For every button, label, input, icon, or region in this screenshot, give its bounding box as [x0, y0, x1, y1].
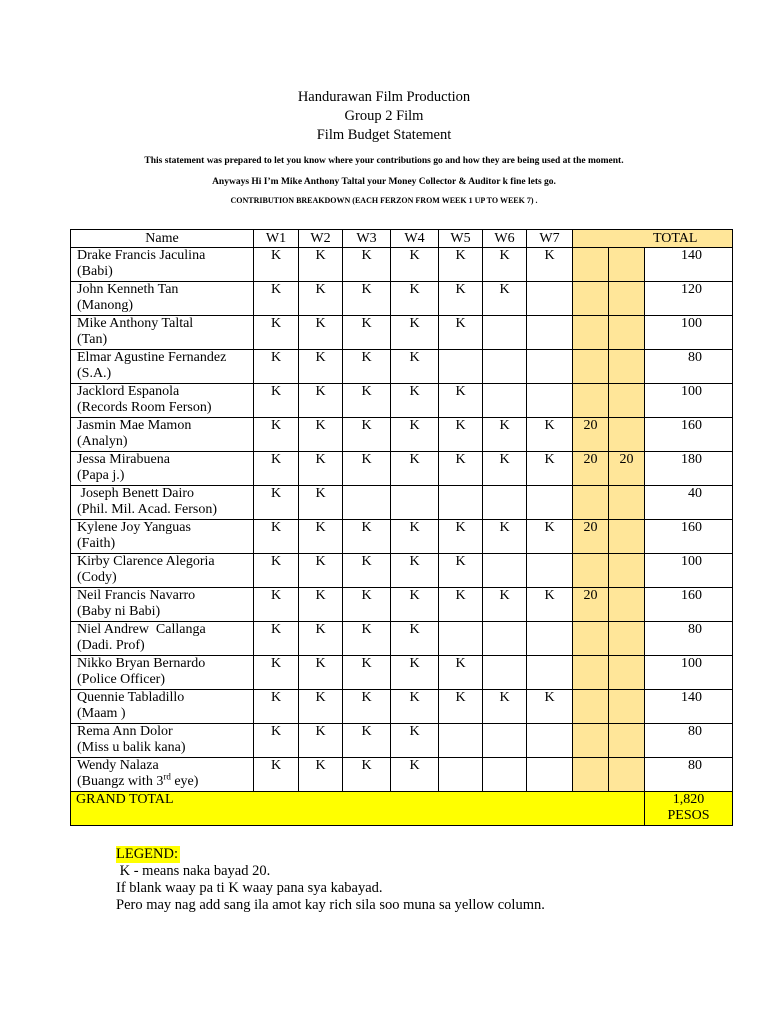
table-row — [71, 452, 733, 486]
week-3-cell: K — [343, 554, 391, 588]
extra-contribution-1-cell — [573, 350, 609, 384]
week-5-cell — [439, 622, 483, 656]
week-3-cell — [343, 486, 391, 520]
week-5-cell — [439, 724, 483, 758]
table-row — [71, 758, 733, 792]
table-row — [71, 622, 733, 656]
extra-contribution-2-cell — [609, 758, 645, 792]
extra-contribution-2-cell — [609, 350, 645, 384]
member-name: Jacklord Espanola — [77, 384, 180, 399]
extra-contribution-1-cell — [573, 758, 609, 792]
member-total-cell: 180 — [645, 452, 733, 486]
week-6-cell: K — [483, 690, 527, 724]
week-3-cell: K — [343, 248, 391, 282]
member-name-cell — [71, 656, 254, 690]
member-name-cell — [71, 384, 254, 418]
week-3-cell: K — [343, 724, 391, 758]
member-name: Kylene Joy Yanguas — [77, 520, 191, 535]
week-7-cell — [527, 384, 573, 418]
extra-contribution-1-cell: 20 — [573, 452, 609, 486]
member-total-cell: 160 — [645, 418, 733, 452]
week-1-cell: K — [254, 248, 299, 282]
member-name-cell — [71, 316, 254, 350]
member-name-cell — [71, 690, 254, 724]
week-5-cell: K — [439, 656, 483, 690]
week-2-cell: K — [299, 248, 343, 282]
week-6-cell — [483, 384, 527, 418]
week-4-cell: K — [391, 418, 439, 452]
member-total-cell: 80 — [645, 622, 733, 656]
week-1-cell: K — [254, 690, 299, 724]
company-name: Handurawan Film Production — [297, 89, 471, 105]
member-total-cell: 100 — [645, 656, 733, 690]
member-total-cell: 100 — [645, 384, 733, 418]
week-1-cell: K — [254, 622, 299, 656]
week-4-cell: K — [391, 554, 439, 588]
week-2-cell: K — [299, 486, 343, 520]
member-total-cell: 80 — [645, 350, 733, 384]
member-total-cell: 80 — [645, 758, 733, 792]
week-4-cell: K — [391, 622, 439, 656]
extra-contribution-2-cell — [609, 622, 645, 656]
header-extra-2 — [609, 230, 645, 248]
member-alias: (Manong) — [77, 298, 133, 313]
week-4-cell: K — [391, 248, 439, 282]
week-2-cell: K — [299, 724, 343, 758]
week-4-cell: K — [391, 724, 439, 758]
week-6-cell: K — [483, 588, 527, 622]
week-5-cell: K — [439, 588, 483, 622]
week-1-cell: K — [254, 520, 299, 554]
week-2-cell: K — [299, 554, 343, 588]
header-extra-1 — [573, 230, 609, 248]
extra-contribution-2-cell — [609, 588, 645, 622]
week-7-cell: K — [527, 418, 573, 452]
member-name: Joseph Benett Dairo — [77, 486, 195, 501]
extra-contribution-2-cell — [609, 486, 645, 520]
week-6-cell: K — [483, 452, 527, 486]
week-5-cell: K — [439, 452, 483, 486]
member-alias: (Records Room Ferson) — [77, 400, 212, 415]
week-4-cell: K — [391, 520, 439, 554]
extra-contribution-1-cell: 20 — [573, 520, 609, 554]
extra-contribution-1-cell — [573, 384, 609, 418]
member-alias: (Maam ) — [77, 706, 126, 721]
week-6-cell — [483, 656, 527, 690]
extra-contribution-1-cell: 20 — [573, 588, 609, 622]
week-1-cell: K — [254, 282, 299, 316]
intro-line-2: Anyways Hi I’m Mike Anthony Taltal your Money Collector & Auditor k fine lets go. — [212, 177, 556, 187]
table-row — [71, 282, 733, 316]
extra-contribution-1-cell — [573, 724, 609, 758]
week-4-cell: K — [391, 588, 439, 622]
week-3-cell: K — [343, 520, 391, 554]
extra-contribution-1-cell — [573, 486, 609, 520]
week-2-cell: K — [299, 452, 343, 486]
member-total-cell: 160 — [645, 520, 733, 554]
week-5-cell: K — [439, 248, 483, 282]
legend-line-3: Pero may nag add sang ila amot kay rich sila soo muna sa yellow column. — [116, 897, 545, 913]
week-2-cell: K — [299, 350, 343, 384]
header-w7: W7 — [527, 230, 573, 248]
member-total-cell: 80 — [645, 724, 733, 758]
week-6-cell: K — [483, 520, 527, 554]
extra-contribution-2-cell — [609, 520, 645, 554]
table-header-row — [71, 230, 733, 248]
table-body — [71, 248, 733, 792]
extra-contribution-2-cell — [609, 690, 645, 724]
week-5-cell: K — [439, 282, 483, 316]
week-4-cell: K — [391, 656, 439, 690]
member-name: Nikko Bryan Bernardo — [77, 656, 206, 671]
week-2-cell: K — [299, 316, 343, 350]
week-4-cell: K — [391, 758, 439, 792]
week-7-cell — [527, 282, 573, 316]
extra-contribution-2-cell — [609, 418, 645, 452]
table-row — [71, 248, 733, 282]
extra-contribution-2-cell — [609, 316, 645, 350]
table-row — [71, 520, 733, 554]
extra-contribution-2-cell: 20 — [609, 452, 645, 486]
week-2-cell: K — [299, 282, 343, 316]
week-6-cell — [483, 622, 527, 656]
extra-contribution-2-cell — [609, 248, 645, 282]
member-total-cell: 120 — [645, 282, 733, 316]
member-name: Elmar Agustine Fernandez — [77, 350, 227, 365]
member-alias: (Analyn) — [77, 434, 128, 449]
week-1-cell: K — [254, 418, 299, 452]
member-alias: (Dadi. Prof) — [77, 638, 145, 653]
extra-contribution-2-cell — [609, 554, 645, 588]
header-name: Name — [71, 230, 254, 248]
member-name-cell — [71, 248, 254, 282]
week-3-cell: K — [343, 316, 391, 350]
intro-line-1: This statement was prepared to let you know where your contributions go and how they are being used at the moment. — [144, 156, 624, 166]
week-3-cell: K — [343, 690, 391, 724]
week-6-cell — [483, 724, 527, 758]
member-name: Wendy Nalaza — [77, 758, 159, 773]
week-7-cell: K — [527, 248, 573, 282]
week-7-cell — [527, 554, 573, 588]
member-name: Kirby Clarence Alegoria — [77, 554, 215, 569]
table-row — [71, 384, 733, 418]
header-w1: W1 — [254, 230, 299, 248]
table-row — [71, 724, 733, 758]
member-total-cell: 40 — [645, 486, 733, 520]
member-name-cell — [71, 554, 254, 588]
member-alias: (Tan) — [77, 332, 108, 347]
week-6-cell: K — [483, 248, 527, 282]
table-row — [71, 690, 733, 724]
member-alias: (Police Officer) — [77, 672, 165, 687]
member-name: Drake Francis Jaculina — [77, 248, 206, 263]
week-6-cell — [483, 758, 527, 792]
week-7-cell — [527, 724, 573, 758]
week-2-cell: K — [299, 758, 343, 792]
week-4-cell — [391, 486, 439, 520]
week-4-cell: K — [391, 690, 439, 724]
week-2-cell: K — [299, 384, 343, 418]
member-alias: (Baby ni Babi) — [77, 604, 161, 619]
week-5-cell — [439, 350, 483, 384]
grand-total-value — [645, 792, 733, 826]
member-alias: (Papa j.) — [77, 468, 125, 483]
week-3-cell: K — [343, 350, 391, 384]
member-name-cell — [71, 758, 254, 792]
header-w2: W2 — [299, 230, 343, 248]
extra-contribution-1-cell — [573, 316, 609, 350]
week-7-cell — [527, 758, 573, 792]
extra-contribution-1-cell — [573, 248, 609, 282]
week-7-cell: K — [527, 452, 573, 486]
week-2-cell: K — [299, 622, 343, 656]
week-7-cell: K — [527, 690, 573, 724]
member-alias: (Cody) — [77, 570, 117, 585]
week-5-cell: K — [439, 384, 483, 418]
week-3-cell: K — [343, 622, 391, 656]
week-2-cell: K — [299, 690, 343, 724]
header-w4: W4 — [391, 230, 439, 248]
member-name: Rema Ann Dolor — [77, 724, 173, 739]
week-1-cell: K — [254, 554, 299, 588]
legend-line-2: If blank waay pa ti K waay pana sya kabayad. — [116, 880, 383, 896]
member-name: John Kenneth Tan — [77, 282, 179, 297]
week-3-cell: K — [343, 418, 391, 452]
week-1-cell: K — [254, 452, 299, 486]
document-title: Film Budget Statement — [316, 127, 452, 143]
extra-contribution-1-cell — [573, 622, 609, 656]
member-name-cell — [71, 724, 254, 758]
week-4-cell: K — [391, 282, 439, 316]
week-4-cell: K — [391, 452, 439, 486]
member-name: Jasmin Mae Mamon — [77, 418, 192, 433]
member-name-cell — [71, 486, 254, 520]
member-name-cell — [71, 622, 254, 656]
table-row — [71, 350, 733, 384]
week-6-cell — [483, 554, 527, 588]
member-total-cell: 100 — [645, 554, 733, 588]
week-2-cell: K — [299, 520, 343, 554]
table-row — [71, 418, 733, 452]
week-1-cell: K — [254, 384, 299, 418]
week-5-cell: K — [439, 316, 483, 350]
intro-line-3: CONTRIBUTION BREAKDOWN (EACH FERZON FROM WEEK 1 UP TO WEEK 7) . — [230, 196, 538, 205]
member-total-cell: 160 — [645, 588, 733, 622]
week-3-cell: K — [343, 758, 391, 792]
member-alias-sup: rd — [163, 771, 171, 782]
member-alias: (S.A.) — [77, 366, 112, 381]
week-2-cell: K — [299, 656, 343, 690]
week-1-cell: K — [254, 724, 299, 758]
header-w6: W6 — [483, 230, 527, 248]
member-name-cell — [71, 520, 254, 554]
week-5-cell: K — [439, 418, 483, 452]
grand-total-amount: 1,820 — [672, 792, 705, 807]
member-name-cell — [71, 282, 254, 316]
member-alias-post: eye) — [170, 774, 199, 789]
week-1-cell: K — [254, 486, 299, 520]
extra-contribution-1-cell — [573, 282, 609, 316]
week-7-cell — [527, 486, 573, 520]
week-1-cell: K — [254, 350, 299, 384]
legend-line-1: K - means naka bayad 20. — [116, 863, 271, 879]
legend-title: LEGEND: — [116, 846, 179, 862]
week-7-cell — [527, 622, 573, 656]
week-7-cell — [527, 316, 573, 350]
member-alias: (Faith) — [77, 536, 116, 551]
extra-contribution-2-cell — [609, 384, 645, 418]
extra-contribution-1-cell — [573, 656, 609, 690]
week-4-cell: K — [391, 316, 439, 350]
header-total: TOTAL — [645, 230, 733, 248]
member-name: Jessa Mirabuena — [77, 452, 170, 467]
week-2-cell: K — [299, 418, 343, 452]
week-1-cell: K — [254, 316, 299, 350]
week-5-cell — [439, 486, 483, 520]
member-name: Neil Francis Navarro — [77, 588, 196, 603]
member-name-cell — [71, 588, 254, 622]
week-2-cell: K — [299, 588, 343, 622]
week-7-cell: K — [527, 520, 573, 554]
table-row — [71, 656, 733, 690]
extra-contribution-1-cell: 20 — [573, 418, 609, 452]
member-name: Mike Anthony Taltal — [77, 316, 194, 331]
document-header — [0, 88, 768, 145]
member-alias: (Phil. Mil. Acad. Ferson) — [77, 502, 217, 517]
week-3-cell: K — [343, 588, 391, 622]
table-row — [71, 316, 733, 350]
week-6-cell — [483, 316, 527, 350]
week-3-cell: K — [343, 656, 391, 690]
week-5-cell: K — [439, 690, 483, 724]
contribution-table — [70, 229, 733, 826]
week-3-cell: K — [343, 452, 391, 486]
week-4-cell: K — [391, 350, 439, 384]
week-5-cell: K — [439, 554, 483, 588]
week-6-cell — [483, 486, 527, 520]
week-1-cell: K — [254, 656, 299, 690]
week-5-cell — [439, 758, 483, 792]
legend — [116, 846, 545, 914]
member-name: Niel Andrew Callanga — [77, 622, 206, 637]
header-w5: W5 — [439, 230, 483, 248]
week-1-cell: K — [254, 588, 299, 622]
table-row — [71, 554, 733, 588]
week-6-cell: K — [483, 282, 527, 316]
member-alias: (Miss u balik kana) — [77, 740, 186, 755]
week-4-cell: K — [391, 384, 439, 418]
extra-contribution-2-cell — [609, 656, 645, 690]
member-total-cell: 140 — [645, 248, 733, 282]
week-5-cell: K — [439, 520, 483, 554]
week-3-cell: K — [343, 384, 391, 418]
member-name: Quennie Tabladillo — [77, 690, 185, 705]
table-row — [71, 486, 733, 520]
member-alias-pre: (Buangz with 3 — [77, 774, 164, 789]
member-alias — [77, 771, 253, 790]
header-w3: W3 — [343, 230, 391, 248]
member-name-cell — [71, 350, 254, 384]
week-6-cell — [483, 350, 527, 384]
extra-contribution-1-cell — [573, 554, 609, 588]
grand-total-row — [71, 792, 733, 826]
extra-contribution-2-cell — [609, 724, 645, 758]
week-3-cell: K — [343, 282, 391, 316]
extra-contribution-2-cell — [609, 282, 645, 316]
grand-total-unit: PESOS — [667, 808, 710, 823]
extra-contribution-1-cell — [573, 690, 609, 724]
week-1-cell: K — [254, 758, 299, 792]
member-name-cell — [71, 418, 254, 452]
member-alias: (Babi) — [77, 264, 113, 279]
week-7-cell — [527, 350, 573, 384]
week-6-cell: K — [483, 418, 527, 452]
member-name-cell — [71, 452, 254, 486]
grand-total-label: GRAND TOTAL — [71, 792, 645, 826]
group-name: Group 2 Film — [344, 108, 424, 124]
member-total-cell: 100 — [645, 316, 733, 350]
week-7-cell — [527, 656, 573, 690]
member-total-cell: 140 — [645, 690, 733, 724]
table-row — [71, 588, 733, 622]
week-7-cell: K — [527, 588, 573, 622]
